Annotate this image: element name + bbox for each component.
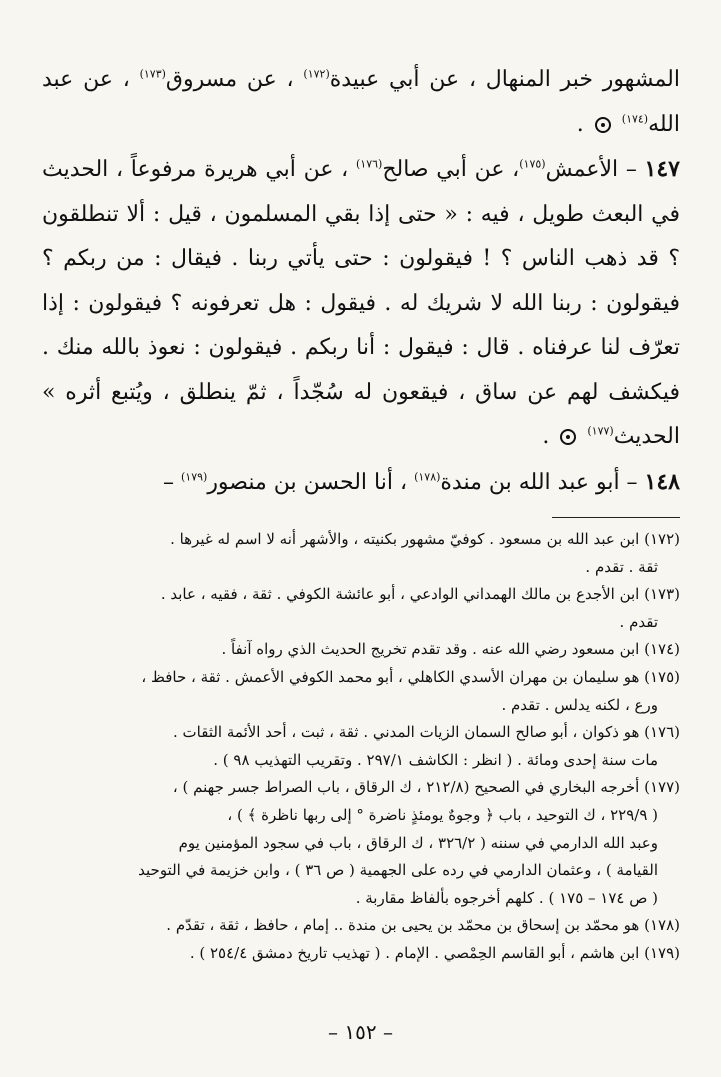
- footnote-177-cont: ( ص ١٧٤ – ١٧٥ ) . كلهم أخرجوه بألفاظ مقاربة .: [355, 888, 658, 907]
- paragraph-147: ١٤٧ – الأعمش$^{(١٧٥)}$، عن أبي صالح$^{(١٧٦)}$ ، عن أبي هريرة مرفوعاً ، الحديث في البعث طويل ، فيه : « حتى إذا بقي المسلمون ، قيل : ألا تنطلقون ؟ قد ذهب الناس ؟ ! فيقولون : حتى يأتي ربنا . فيقال : من ربكم ؟ فيقولون : ربنا الله لا شريك له . فيقول : هل تعرفونه ؟ فيقولون : إذا تعرّف لنا عرفناه . قال : فيقول : أنا ربكم . فيقولون : نعوذ بالله منك . فيكشف لهم عن ساق ، فيقعون له سُجّداً ، ثمّ ينطلق ، ويُتبع أثره » الحديث$^{(١٧٧)}$ .: [42, 156, 680, 449]
- page-number: – ١٥٢ –: [328, 1020, 393, 1044]
- footnote-179: (١٧٩) ابن هاشم ، أبو القاسم الحِمْصي . الإمام . ( تهذيب تاريخ دمشق ٢٥٤/٤ ) .: [189, 943, 680, 962]
- entry-number: ١٤٨: [644, 468, 680, 495]
- footnote-174: (١٧٤) ابن مسعود رضي الله عنه . وقد تقدم تخريج الحديث الذي رواه آنفاً .: [221, 640, 680, 659]
- footnote-ref[interactable]: (١٧٩): [180, 470, 208, 484]
- footnote-ref[interactable]: (١٧٣): [139, 67, 166, 81]
- page-body: [42, 58, 680, 968]
- footnote-176: (١٧٦) هو ذكوان ، أبو صالح السمان الزيات المدني . ثقة ، ثبت ، أحد الأئمة الثقات .: [173, 723, 680, 742]
- footnote-ref[interactable]: (١٧٧): [587, 424, 614, 438]
- main-text: [42, 58, 680, 505]
- footnote-175: (١٧٥) هو سليمان بن مهران الأسدي الكاهلي ، أبو محمد الكوفي الأعمش . ثقة ، حافظ ،: [141, 667, 680, 686]
- paragraph-148: ١٤٨ – أبو عبد الله بن مندة$^{(١٧٨)}$ ، أنا الحسن بن منصور$^{(١٧٩)}$ –: [162, 468, 680, 495]
- footnote-172-cont: ثقة . تقدم .: [585, 557, 658, 576]
- footnote-173-cont: تقدم .: [619, 612, 658, 631]
- end-of-entry-circle-icon: [595, 117, 611, 133]
- footnote-176-cont: مات سنة إحدى ومائة . ( انظر : الكاشف ٢٩٧/١ . وتقريب التهذيب ٩٨ ) .: [213, 750, 658, 769]
- entry-number: ١٤٧: [644, 156, 680, 182]
- footnote-ref[interactable]: (١٧٥): [519, 157, 546, 171]
- footnote-177-cont: وعبد الله الدارمي في سننه ( ٣٢٦/٢ ، ك الرقاق ، باب في سجود المؤمنين يوم: [178, 833, 658, 852]
- footnote-177-cont: القيامة ) ، وعثمان الدارمي في رده على الجهمية ( ص ٣٦ ) ، وابن خزيمة في التوحيد: [138, 861, 658, 880]
- paragraph-intro: المشهور خبر المنهال ، عن أبي عبيدة$^{(١٧٢)}$ ، عن مسروق$^{(١٧٣)}$ ، عن عبد الله$^{(١٧٤)}$ .: [42, 67, 680, 137]
- footnote-ref[interactable]: (١٧٨): [414, 470, 441, 484]
- footnote-177-cont: ( ٢٢٩/٩ ، ك التوحيد ، باب ﴿ وجوهٌ يومئذٍ ناضرة ° إلى ربها ناظرة ﴾ ) ،: [227, 805, 658, 824]
- footnotes: [42, 526, 680, 968]
- footnote-ref[interactable]: (١٧٤): [621, 112, 649, 126]
- footnote-177: (١٧٧) أخرجه البخاري في الصحيح (٢١٢/٨ ، ك الرقاق ، باب الصراط جسر جهنم ) ،: [172, 778, 680, 797]
- footnote-173: (١٧٣) ابن الأجدع بن مالك الهمداني الوادعي ، أبو عائشة الكوفي . ثقة ، فقيه ، عابد .: [160, 585, 680, 604]
- footnote-178: (١٧٨) هو محمّد بن إسحاق بن محمّد بن يحيى بن مندة .. إمام ، حافظ ، ثقة ، تقدّم .: [166, 916, 680, 935]
- footnote-divider: [552, 517, 680, 518]
- footnote-175-cont: ورع ، لكنه يدلس . تقدم .: [501, 695, 658, 714]
- end-of-entry-circle-icon: [560, 429, 576, 445]
- footnote-ref[interactable]: (١٧٢): [303, 67, 330, 81]
- footnote-172: (١٧٢) ابن عبد الله بن مسعود . كوفيّ مشهور بكنيته ، والأشهر أنه لا اسم له غيرها .: [170, 530, 680, 548]
- footnote-ref[interactable]: (١٧٦): [355, 157, 383, 171]
